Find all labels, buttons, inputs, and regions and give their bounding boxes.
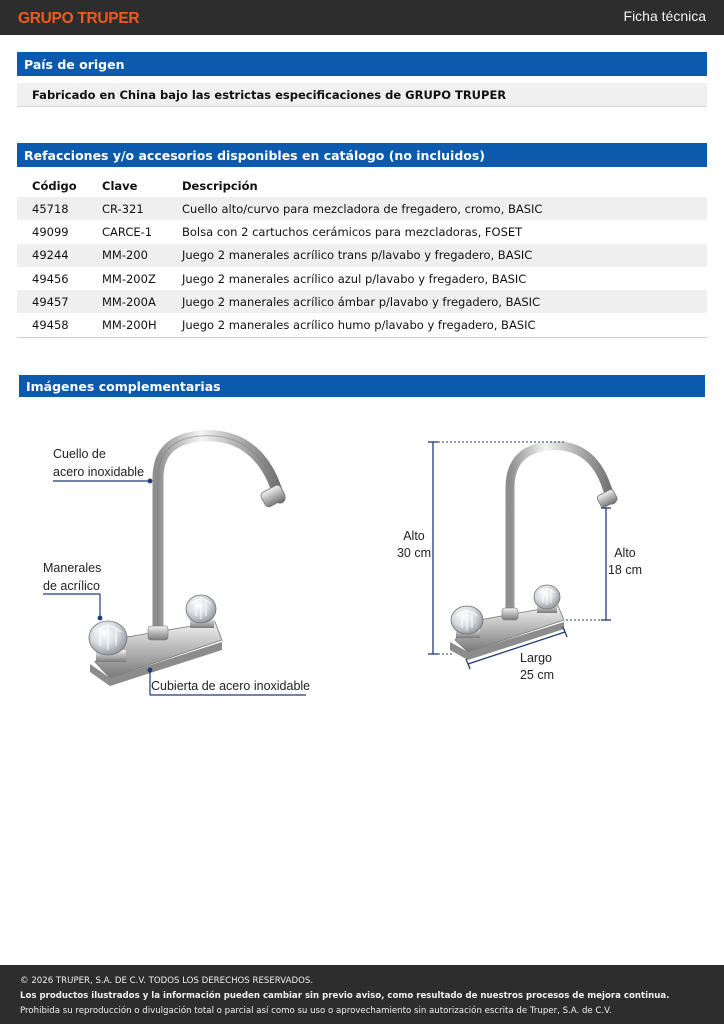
- origin-section-title: País de origen: [17, 52, 707, 76]
- legal-notice-text: Prohibida su reproducción o divulgación total o parcial así como su uso o aprovechamiento sin autorización escrita de Truper, S.A. de C.V.: [20, 1006, 612, 1016]
- table-row: [17, 197, 707, 220]
- spout-height-label-line1: Alto: [614, 546, 636, 560]
- header-bar: [0, 0, 724, 35]
- column-header-key: Clave: [102, 178, 138, 193]
- cell-description: Cuello alto/curvo para mezcladora de fregadero, cromo, BASIC: [182, 197, 707, 220]
- cell-description: Juego 2 manerales acrílico trans p/lavabo y fregadero, BASIC: [182, 244, 707, 267]
- images-section-title: Imágenes complementarias: [19, 375, 705, 397]
- total-height-label-line2: 30 cm: [396, 546, 432, 560]
- table-header-row: [17, 174, 707, 197]
- document-type-label: Ficha técnica: [623, 8, 706, 24]
- product-images: [0, 400, 724, 700]
- table-row: [17, 313, 707, 336]
- neck-label-line2: acero inoxidable: [53, 465, 145, 479]
- column-header-code: Código: [32, 178, 77, 193]
- cell-code: 49456: [32, 271, 69, 286]
- total-height-label-line1: Alto: [403, 529, 425, 543]
- cell-key: CARCE-1: [102, 224, 153, 239]
- table-row: [17, 220, 707, 243]
- spout-height-label-line2: 18 cm: [607, 563, 643, 577]
- cell-description: Juego 2 manerales acrílico azul p/lavabo y fregadero, BASIC: [182, 271, 527, 286]
- cell-code: 49099: [32, 224, 69, 239]
- cell-code: 45718: [17, 197, 102, 220]
- cell-key: MM-200A: [102, 290, 182, 313]
- cell-description: Juego 2 manerales acrílico ámbar p/lavabo y fregadero, BASIC: [182, 290, 707, 313]
- table-row: [17, 290, 707, 313]
- brand-logo[interactable]: GRUPO TRUPER: [18, 10, 140, 27]
- table-row: [17, 267, 707, 290]
- cell-code: 49244: [17, 244, 102, 267]
- handles-label-line2: de acrílico: [43, 579, 100, 593]
- cover-label: Cubierta de acero inoxidable: [151, 679, 311, 693]
- cell-key: CR-321: [102, 197, 182, 220]
- cell-key: MM-200Z: [102, 271, 156, 286]
- cell-code: 49458: [32, 318, 69, 333]
- parts-table: [17, 174, 707, 337]
- length-label-line2: 25 cm: [519, 668, 555, 682]
- copyright-text: © 2026 TRUPER, S.A. DE C.V. TODOS LOS DERECHOS RESERVADOS.: [20, 976, 314, 986]
- faucet-image-right: [450, 446, 618, 660]
- table-divider: [17, 337, 707, 338]
- parts-section-title: Refacciones y/o accesorios disponibles en catálogo (no incluidos): [17, 143, 707, 167]
- disclaimer-text: Los productos ilustrados y la información pueden cambiar sin previo aviso, como resultado de nuestros procesos de mejora continua.: [20, 991, 670, 1001]
- cell-key: MM-200H: [102, 318, 157, 333]
- cell-code: 49457: [17, 290, 102, 313]
- handles-label-line1: Manerales: [43, 561, 102, 575]
- table-row: [17, 244, 707, 267]
- column-header-description: Descripción: [182, 178, 258, 193]
- origin-text: Fabricado en China bajo las estrictas especificaciones de GRUPO TRUPER: [17, 83, 707, 107]
- cell-description: Juego 2 manerales acrílico humo p/lavabo y fregadero, BASIC: [182, 318, 536, 333]
- footer: [0, 965, 724, 1024]
- length-label-line1: Largo: [520, 651, 552, 665]
- cell-key: MM-200: [102, 244, 182, 267]
- cell-description: Bolsa con 2 cartuchos cerámicos para mezcladoras, FOSET: [182, 224, 523, 239]
- neck-label-line1: Cuello de: [53, 447, 106, 461]
